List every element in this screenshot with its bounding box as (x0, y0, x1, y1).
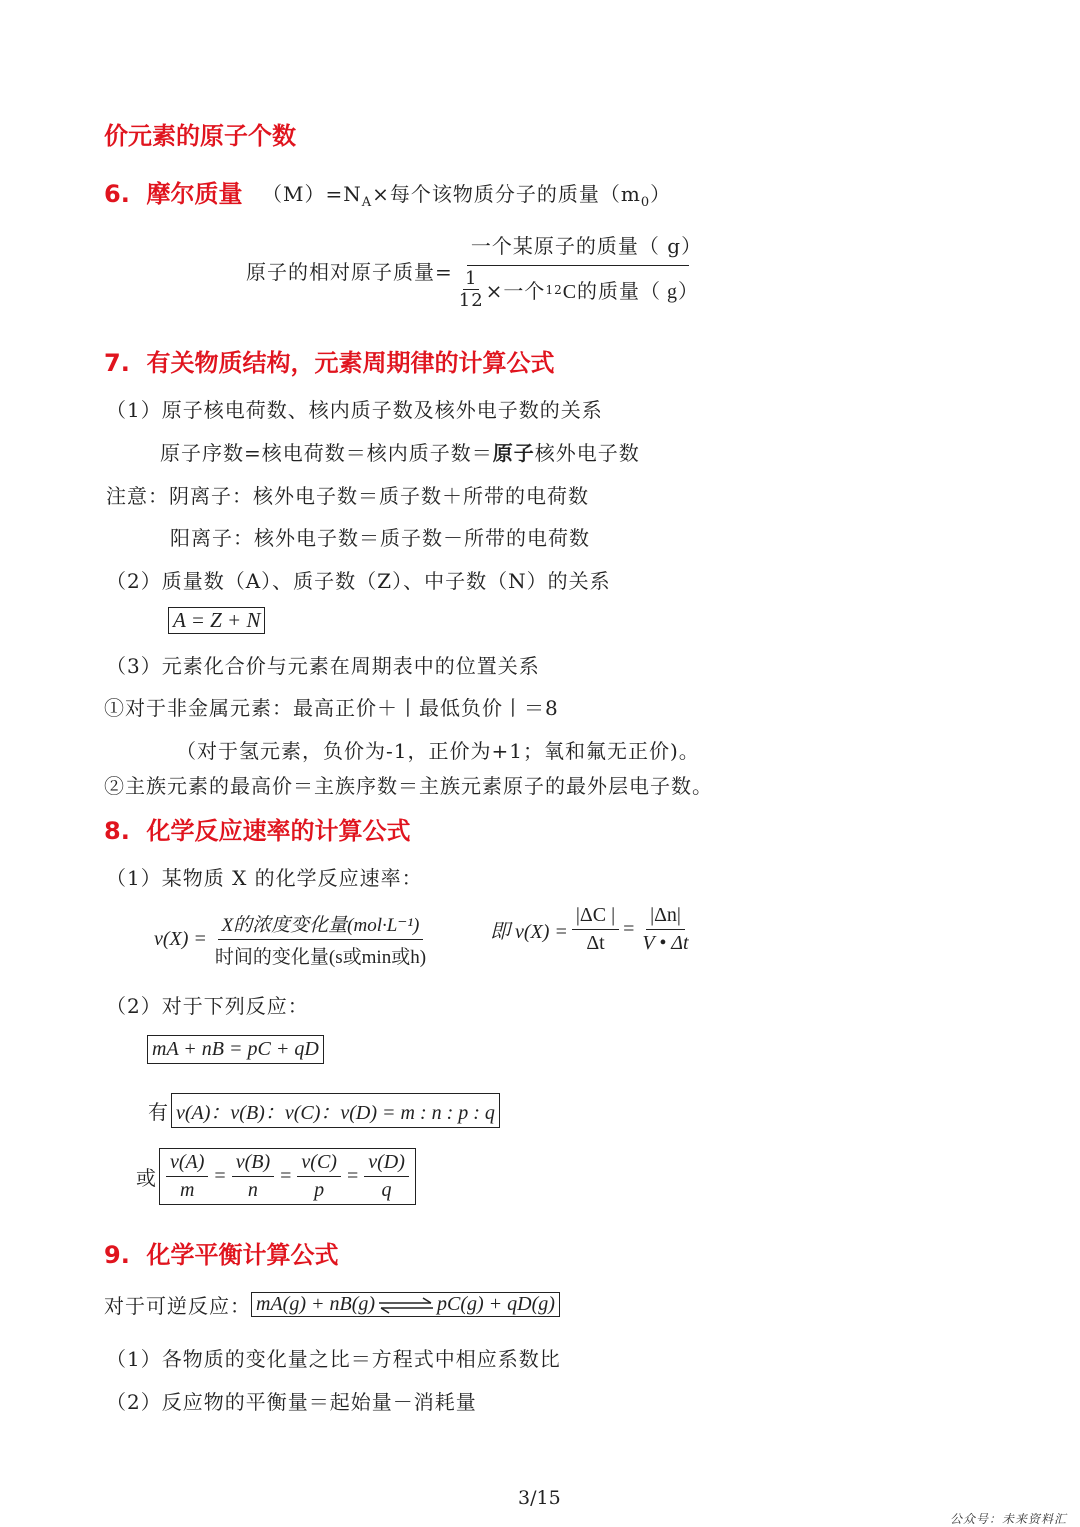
one-twelfth (457, 268, 486, 311)
section-6-heading (104, 174, 243, 209)
equals-sign: = (214, 1165, 226, 1187)
s8-p1: （1）某物质 X 的化学反应速率： (106, 866, 423, 890)
rate-frac-d (364, 1151, 409, 1202)
rate-numerator: X的浓度变化量(mol·L⁻¹) (218, 910, 424, 940)
bold-word: 原子 (492, 441, 535, 465)
rate-fractions-box (159, 1148, 416, 1205)
text-part: 原子序数=核电荷数＝核内质子数＝ (160, 441, 493, 465)
rate-denominator: 时间的变化量(s或min或h) (214, 947, 427, 968)
formula-sub: 0 (640, 195, 651, 210)
dn-den: V • Δt (642, 932, 689, 954)
one-twelfth-den: 12 (458, 290, 484, 311)
rel-den-text: C的质量（ g） (562, 281, 700, 303)
rate-frac-a (166, 1151, 208, 1202)
s7-p3a: ①对于非金属元素：最高正价＋丨最低负价丨＝8 (104, 696, 559, 720)
section-8-heading (104, 811, 411, 846)
frac-num: v(D) (364, 1151, 409, 1177)
molar-mass-formula (262, 178, 671, 210)
section-6-number: 6. (104, 180, 130, 208)
frac-num: v(A) (166, 1151, 208, 1177)
heading-top: 价元素的原子个数 (104, 122, 296, 150)
section-8-title: 化学反应速率的计算公式 (146, 817, 411, 845)
formula-sub: A (361, 195, 373, 210)
rel-denominator (453, 266, 703, 311)
s7-p3c: ②主族元素的最高价＝主族序数＝主族元素原子的最外层电子数。 (104, 774, 713, 798)
formula-part: ×每个该物质分子的质量（m (372, 182, 641, 206)
rel-fraction (453, 230, 703, 311)
reaction-equation: mA + nB = pC + qD (147, 1035, 324, 1064)
equilibrium-arrow-icon (377, 1296, 435, 1314)
s7-note2: 阳离子：核外电子数＝质子数－所带的电荷数 (170, 526, 590, 550)
equals-sign: = (623, 918, 635, 940)
section-8-number: 8. (104, 817, 130, 845)
rel-numerator: 一个某原子的质量（ g） (467, 230, 689, 266)
rate-frac-c (297, 1151, 341, 1202)
equilibrium-row (104, 1290, 560, 1319)
section-7-heading (104, 343, 555, 378)
equals-sign: = (280, 1165, 292, 1187)
frac-num: v(B) (232, 1151, 274, 1177)
frac-den: m (179, 1179, 195, 1201)
equilibrium-equation (251, 1292, 560, 1317)
dc-num: |ΔC | (572, 904, 619, 930)
section-7-title: 有关物质结构，元素周期律的计算公式 (146, 349, 555, 377)
s8-p2: （2）对于下列反应： (106, 994, 309, 1018)
relative-atomic-mass-formula (246, 230, 703, 311)
mass-number-formula: A = Z + N (168, 607, 265, 634)
reaction-left: mA(g) + nB(g) (256, 1293, 376, 1315)
section-9-number: 9. (104, 1241, 130, 1269)
dn-num: |Δn| (646, 904, 685, 930)
s7-p3b: （对于氢元素，负价为-1，正价为+1；氧和氟无正价)。 (176, 739, 700, 763)
rate-ratio: v(A)：v(B)：v(C)：v(D) = m : n : p : q (171, 1093, 500, 1128)
rate-lhs: v(X) = (154, 928, 207, 950)
dc-fraction (572, 904, 619, 955)
frac-den: q (381, 1179, 392, 1201)
you-label: 有 (148, 1100, 169, 1124)
rate-formula (154, 910, 430, 969)
rel-label: 原子的相对原子质量= (246, 260, 453, 284)
huo-label: 或 (136, 1166, 157, 1190)
s7-p3: （3）元素化合价与元素在周期表中的位置关系 (106, 654, 540, 678)
formula-part: （M）=N (262, 182, 362, 206)
section-9-title: 化学平衡计算公式 (146, 1241, 339, 1269)
section-9-heading (104, 1235, 339, 1270)
eq-intro: 对于可逆反应： (104, 1294, 251, 1318)
s7-p1: （1）原子核电荷数、核内质子数及核外电子数的关系 (106, 398, 603, 422)
rate-fraction (211, 910, 430, 969)
text-part: 核外电子数 (534, 441, 640, 465)
s9-p1: （1）各物质的变化量之比＝方程式中相应系数比 (106, 1347, 561, 1371)
dc-den: Δt (586, 932, 605, 954)
frac-den: p (314, 1179, 325, 1201)
ji-label: 即 v(X) = (490, 921, 568, 943)
rel-den-sup: 12 (545, 282, 563, 297)
s7-p1a (160, 437, 640, 466)
rate-fractions-row (136, 1148, 416, 1205)
formula-part: ） (650, 182, 672, 206)
section-7-number: 7. (104, 349, 130, 377)
rel-den-text: ×一个 (485, 279, 546, 303)
page-number: 3/15 (518, 1487, 561, 1509)
watermark: 公众号：未来资料汇 (950, 1512, 1068, 1526)
frac-den: n (247, 1179, 258, 1201)
equals-sign: = (346, 1165, 359, 1187)
one-twelfth-num: 1 (464, 268, 478, 289)
rate-ratio-row (148, 1093, 500, 1128)
rate-frac-b (232, 1151, 274, 1202)
frac-num: v(C) (297, 1151, 341, 1177)
s7-note1: 注意：阴离子：核外电子数＝质子数＋所带的电荷数 (106, 484, 589, 508)
section-6-title: 摩尔质量 (146, 180, 243, 208)
dn-fraction (638, 904, 692, 955)
s9-p2: （2）反应物的平衡量＝起始量－消耗量 (106, 1390, 477, 1414)
reaction-right: pC(g) + qD(g) (437, 1293, 555, 1315)
rate-formula-alt (490, 904, 693, 955)
s7-p2: （2）质量数（A）、质子数（Z）、中子数（N）的关系 (106, 569, 611, 593)
